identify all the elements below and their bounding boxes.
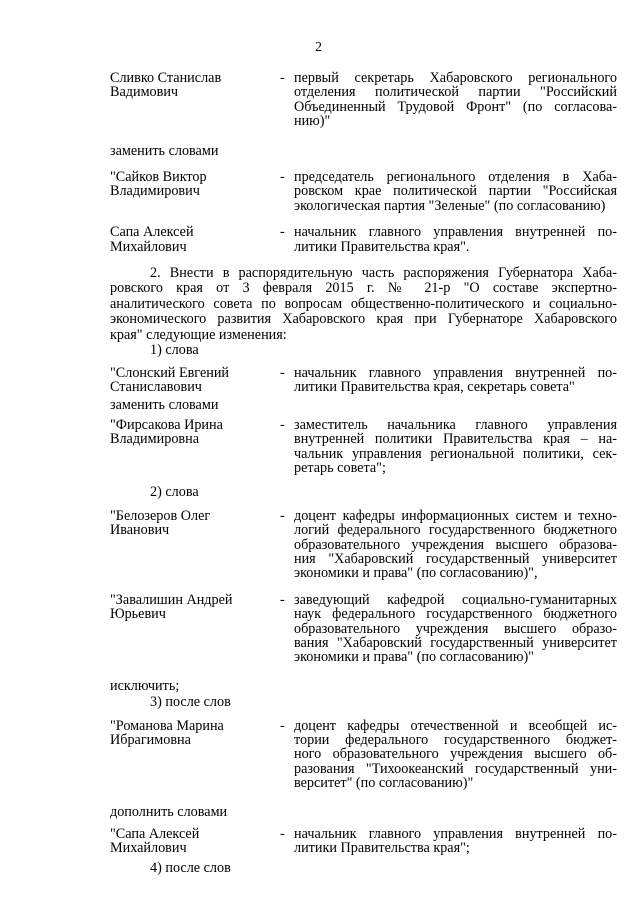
paragraph-2: 2. Внести в распорядительную часть распоряжения Губернатора Хаба- ровского края от 3 февраля 2015 г. № 21-р "О составе экспертно- аналитического совета по вопросам общественно-политического и социально- экономического развития Хабаровского края при Губернаторе Хабаровского края" следующие изменения:	[110, 265, 617, 343]
dash: -	[280, 364, 285, 381]
dash: -	[280, 591, 285, 608]
instruction-add: дополнить словами	[110, 803, 228, 820]
member-entry	[110, 719, 617, 791]
member-position: заведующий кафедрой социально-гуманитарных наук федерального государственного бюджетного образовательного учреждения высшего образо- вания "Хабаровский государственный университет экономики и права" (по согласованию)"	[294, 591, 617, 666]
dash: -	[280, 416, 285, 433]
member-entry	[110, 225, 617, 254]
dash: -	[280, 717, 285, 734]
member-position: доцент кафедры отечественной и всеобщей ис- тории федерального государственного бюджет- ного образовательного учреждения высшего об- разования "Тихоокеанский государственный уни- верситет" (по согласованию)"	[294, 717, 617, 792]
member-name: "Завалишин Андрей Юрьевич	[110, 591, 233, 623]
dash: -	[280, 70, 285, 86]
page-number: 2	[315, 40, 322, 55]
dash: -	[280, 826, 285, 843]
document-body	[110, 71, 617, 875]
list-item-2: 2) слова	[150, 484, 199, 501]
list-item-4: 4) после слов	[150, 859, 231, 876]
member-position: начальник главного управления внутренней по- литики Правительства края";	[294, 826, 617, 857]
member-entry	[110, 366, 617, 395]
member-entry	[110, 509, 617, 581]
member-name: "Белозеров Олег Иванович	[110, 507, 211, 539]
member-name: Сапа Алексей Михайлович	[110, 224, 194, 255]
member-entry	[110, 827, 617, 856]
member-position: доцент кафедры информационных систем и техно- логий федерального государственного бюджетного образовательного учреждения высшего образова- ния "Хабаровский государственный университет экономики и права" (по согласованию)",	[294, 507, 617, 582]
instruction-replace: заменить словами	[110, 397, 219, 414]
dash: -	[280, 507, 285, 524]
member-position: заместитель начальника главного управления внутренней политики Правительства края – на- чальник управления региональной политики, сек- ретарь совета";	[294, 416, 617, 476]
member-position: начальник главного управления внутренней по- литики Правительства края, секретарь совета"	[294, 364, 617, 395]
member-position: начальник главного управления внутренней по- литики Правительства края".	[294, 224, 617, 255]
member-name: "Романова Марина Ибрагимовна	[110, 717, 224, 749]
instruction-replace: заменить словами	[110, 142, 219, 159]
member-position: первый секретарь Хабаровского регионального отделения политической партии "Российский Объединенный Трудовой Фронт" (по согласова- нию)"	[294, 70, 617, 130]
member-name: "Сайков Виктор Владимирович	[110, 169, 207, 200]
member-entry	[110, 71, 617, 129]
member-position: председатель регионального отделения в Хаба- ровском крае политической партии "Российская экологическая партия "Зеленые" (по согласованию)	[294, 169, 617, 214]
member-entry	[110, 593, 617, 665]
member-entry	[110, 418, 617, 476]
instruction-exclude: исключить;	[110, 677, 180, 694]
member-name: Сливко Станислав Вадимович	[110, 70, 222, 101]
member-name: "Фирсакова Ирина Владимировна	[110, 416, 223, 448]
member-name: "Слонский Евгений Станиславович	[110, 364, 230, 395]
dash: -	[280, 169, 285, 186]
dash: -	[280, 224, 285, 241]
member-entry	[110, 170, 617, 213]
list-item-3: 3) после слов	[150, 694, 231, 711]
member-name: "Сапа Алексей Михайлович	[110, 826, 200, 857]
list-item-1: 1) слова	[150, 342, 199, 359]
